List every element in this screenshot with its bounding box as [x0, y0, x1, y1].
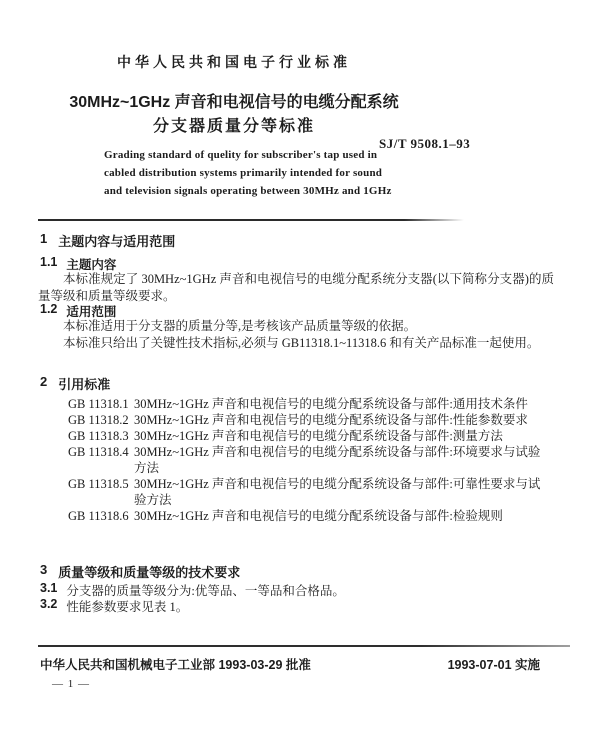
reference-code: GB 11318.4 [68, 445, 129, 459]
section-1-title: 主题内容与适用范围 [58, 234, 176, 249]
reference-title: 30MHz~1GHz 声音和电视信号的电缆分配系统设备与部件:测量方法 [134, 429, 503, 443]
reference-code: GB 11318.6 [68, 509, 129, 523]
section-3-title: 质量等级和质量等级的技术要求 [58, 565, 241, 580]
reference-title: 30MHz~1GHz 声音和电视信号的电缆分配系统设备与部件:性能参数要求 [134, 413, 528, 427]
section-1-1-number: 1.1 [40, 255, 58, 269]
section-3-2-item [40, 597, 188, 615]
header-divider-rule [38, 219, 464, 221]
reference-title: 30MHz~1GHz 声音和电视信号的电缆分配系统设备与部件:环境要求与试验方法 [134, 445, 541, 475]
reference-row [68, 476, 560, 508]
title-cn-line2: 分支器质量分等标准 [152, 118, 315, 135]
footer-divider-rule [38, 645, 570, 647]
approval-statement: 中华人民共和国机械电子工业部 1993-03-29 批准 [40, 658, 311, 672]
reference-row [68, 412, 560, 428]
reference-row [68, 508, 560, 524]
standard-number: SJ/T 9508.1–93 [379, 136, 471, 151]
reference-row [68, 428, 560, 444]
section-3-2-text: 性能参数要求见表 1。 [66, 600, 189, 614]
section-2-title: 引用标准 [58, 377, 111, 392]
reference-code: GB 11318.5 [68, 477, 129, 491]
section-1-2-paragraph-1: 本标准适用于分支器的质量分等,是考核该产品质量等级的依据。 [63, 319, 417, 333]
document-title-chinese [38, 91, 430, 139]
reference-code: GB 11318.3 [68, 429, 129, 443]
reference-row [68, 396, 560, 412]
implementation-date: 1993-07-01 实施 [447, 658, 540, 672]
section-3-1-number: 3.1 [40, 581, 58, 595]
reference-title: 30MHz~1GHz 声音和电视信号的电缆分配系统设备与部件:通用技术条件 [134, 397, 528, 411]
reference-title: 30MHz~1GHz 声音和电视信号的电缆分配系统设备与部件:可靠性要求与试验方法 [134, 477, 541, 507]
document-title-english [104, 146, 424, 201]
title-en-line1: Grading standard of quelity for subscriber's tap used in [104, 149, 378, 161]
page-number: — 1 — [52, 678, 90, 690]
section-1-1-title: 主题内容 [66, 258, 117, 272]
section-3-number: 3 [40, 562, 48, 577]
title-cn-line1: 30MHz~1GHz 声音和电视信号的电缆分配系统 [69, 94, 399, 111]
reference-row [68, 444, 560, 476]
reference-code: GB 11318.1 [68, 397, 129, 411]
standard-category-label: 中华人民共和国电子行业标准 [117, 54, 351, 70]
section-1-2-number: 1.2 [40, 302, 58, 316]
reference-title: 30MHz~1GHz 声音和电视信号的电缆分配系统设备与部件:检验规则 [134, 509, 503, 523]
section-1-2-title: 适用范围 [66, 305, 117, 319]
section-1-1-paragraph: 本标准规定了 30MHz~1GHz 声音和电视信号的电缆分配系统分支器(以下简称分支器)的质量等级和质量等级要求。 [38, 272, 554, 303]
section-3-2-number: 3.2 [40, 597, 58, 611]
section-2-heading [40, 374, 110, 393]
section-1-number: 1 [40, 231, 48, 246]
section-2-number: 2 [40, 374, 48, 389]
section-1-2-paragraph-2: 本标准只给出了关键性技术指标,必须与 GB11318.1~11318.6 和有关产品标准一起使用。 [63, 336, 540, 350]
section-1-heading [40, 231, 175, 250]
title-en-line2: cabled distribution systems primarily intended for sound [104, 167, 383, 180]
referenced-standards-list [68, 396, 560, 524]
section-3-1-text: 分支器的质量等级分为:优等品、一等品和合格品。 [66, 584, 345, 598]
title-en-line3: and television signals operating between 30MHz and 1GHz [104, 185, 392, 198]
reference-code: GB 11318.2 [68, 413, 129, 427]
section-3-heading [40, 562, 240, 581]
